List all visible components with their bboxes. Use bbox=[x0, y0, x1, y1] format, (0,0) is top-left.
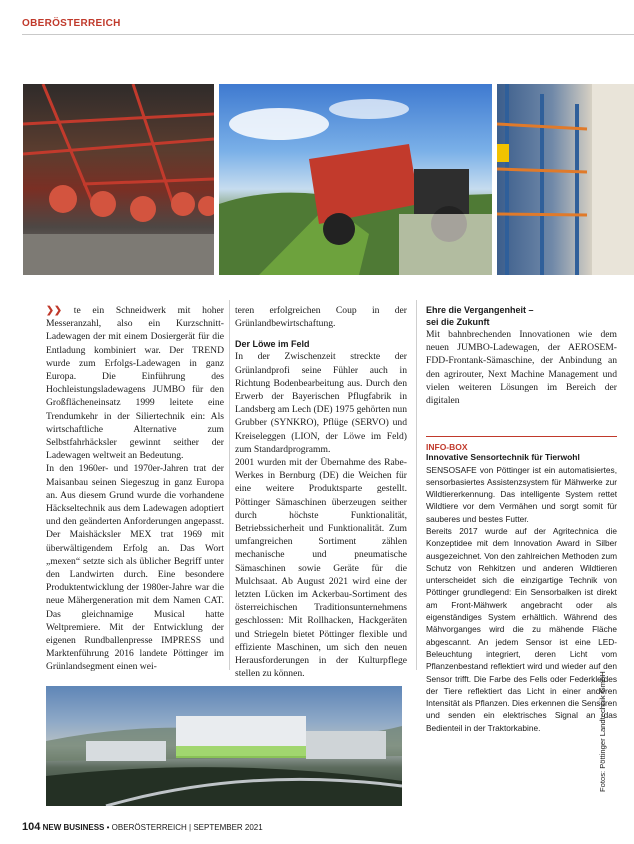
issue-date: SEPTEMBER 2021 bbox=[193, 823, 263, 832]
info-box-rule bbox=[426, 436, 617, 437]
article-column-3 bbox=[426, 304, 617, 407]
photo-warehouse-shelves bbox=[497, 84, 634, 275]
footer-bullet: • bbox=[106, 823, 110, 832]
info-box-paragraph-1: SENSOSAFE von Pöttinger ist ein automatisiertes, sensorbasiertes Assistenzsystem für Mähwerke zur Wildtiererkennung. Das intelligente System rettet Wildtiere vor dem Vermähen und sorgt somit für sauberes und bestes Futter. bbox=[426, 464, 617, 524]
footer-separator: | bbox=[189, 823, 192, 832]
page-footer bbox=[22, 821, 263, 833]
column2-paragraph-1: In der Zwischenzeit streckte der Grünlandprofi seine Fühler auch in Richtung Bodenbearbeitung aus. Durch den Erwerb der Bayerischen Pflugfabrik in Landsberg am Lech (DE) 1975 gehörten nun Grubber (SYNKRO), Pflüge (SERVO) und Kreiseleggen (LION, der Löwe im Feld) zum Standardprogramm. bbox=[235, 351, 407, 455]
page-number: 104 bbox=[22, 821, 41, 833]
subheading-vergangenheit: Ehre die Vergangenheit – bbox=[426, 305, 534, 315]
photo-factory-hall bbox=[23, 84, 214, 275]
info-box bbox=[426, 436, 617, 734]
subheading-zukunft: sei die Zukunft bbox=[426, 317, 490, 327]
column2-continued-text: teren erfolgreichen Coup in der Grünlandbewirtschaftung. bbox=[235, 305, 407, 330]
column1-paragraph: In den 1960er- und 1970er-Jahren trat der Maisanbau seinen Siegeszug in ganz Europa an. Aus diesem Grund wurde die vorhandene Häckseltechnik aus dem Ladewagen adoptiert und den geänderten Anforderungen angepasst. Der Maishäcksler MEX trat 1969 mit überwältigendem Erfolg an. Das Wort „mexen“ setzte sich als üblicher Begriff unter den Landwirten durch. Eine besondere Produktentwicklung der 1980er-Jahre war die neue Mähergeneration mit dem Namen CAT. Das gleichnamige Musical hatte Weltpremiere. Mit der Entwicklung der eigenen Rundballenpresse IMPRESS und Marktenführung 2016 landete Pöttinger im Grünlandsegment einen wei- bbox=[46, 463, 224, 673]
column-divider bbox=[416, 300, 417, 670]
section-label: OBERÖSTERREICH bbox=[22, 18, 121, 29]
photo-company-headquarters bbox=[46, 686, 402, 806]
photo-loader-wagon-field bbox=[219, 84, 492, 275]
column2-paragraph-2: 2001 wurden mit der Übernahme des Rabe-Werkes in Bernburg (DE) die Weichen für eine weitere Produktsparte gestellt. Pöttinger Sämaschinen überzeugen seither durch höchste Funktionalität, Betriebssicherheit und Funktionalität. Zum umfangreichen Sortiment zählen mechanische und pneumatische Sämaschinen sowie Geräte für die Mulchsaat. Ab August 2021 wird eine der letzten Lücken im Ackerbau-Sortiment des österreichischen Traditionsunternehmens geschlossen: Mit Rollhacken, Hackgeräten und Striegeln bietet Pöttinger flexible und effiziente Maschinen, um sich den neuen Herausforderungen in der Kulturpflege stellen zu können. bbox=[235, 457, 407, 680]
header-divider bbox=[22, 34, 634, 35]
photo-credit: Fotos: Pöttinger Landtechnik GmbH bbox=[598, 671, 607, 792]
column3-paragraph: Mit bahnbrechenden Innovationen wie dem neuen JUMBO-Ladewagen, der AEROSEM-FDD-Frontank-Sämaschine, der Anbindung an den agrirouter, Next Machine Management und vielen weiteren Lösungen im Bereich der digitalen bbox=[426, 329, 617, 407]
magazine-name: NEW BUSINESS bbox=[42, 823, 105, 832]
info-box-heading: Innovative Sensortechnik für Tierwohl bbox=[426, 452, 580, 462]
column-divider bbox=[229, 300, 230, 670]
double-chevron-icon: ❯❯ bbox=[46, 305, 63, 316]
article-column-1 bbox=[46, 304, 224, 674]
article-column-2 bbox=[235, 304, 407, 680]
column1-lead-text: te ein Schneidwerk mit hoher Messeranzahl, also ein Kurzschnitt-Ladewagen der mit einem Dosiergerät für die Entladung kombiniert war. Der TREND wurde zum Erfolgs-Ladewagen in ganz Europa. Die Einführung des Hochleistungsladewagens JUMBO für den Großflächeneinsatz 1999 leitete eine Trendumkehr in der Siliertechnik ein: Als wirtschaftliche Alternative zum Selbstfahrhäcksler gewinnt seither der Ladewagen weltweit an Bedeutung. bbox=[46, 305, 224, 462]
subheading-loewe: Der Löwe im Feld bbox=[235, 339, 310, 350]
info-box-paragraph-2: Bereits 2017 wurde auf der Agritechnica die Konzeptidee mit dem Innovation Award in Silber ausgezeichnet. Von den zahlreichen Methoden zum Schutz von Rehkitzen und anderen Wildtieren unterscheidet sich die einzigartige Technik von Pöttinger grundlegend: Ein Sensorbalken ist direkt am Front-Mähwerk angebracht oder als eigenständiges System erhältlich. Während des Mähvorganges wird die zu mähende Fläche abgescannt. An jedem Sensor ist eine LED-Beleuchtung integriert, deren Licht vom Pflanzenbestand reflektiert wird und wieder auf den Sensor trifft. Die Farbe des Fells oder Federkleides der Tiere reflektiert das Licht in einer anderen Intensität als Pflanzen. Dies erkennen die Sensoren und senden ein elektrisches Signal an das Bedienteil in der Traktorkabine. bbox=[426, 525, 617, 733]
footer-section: OBERÖSTERREICH bbox=[111, 823, 187, 832]
info-box-label: INFO-BOX bbox=[426, 442, 468, 452]
